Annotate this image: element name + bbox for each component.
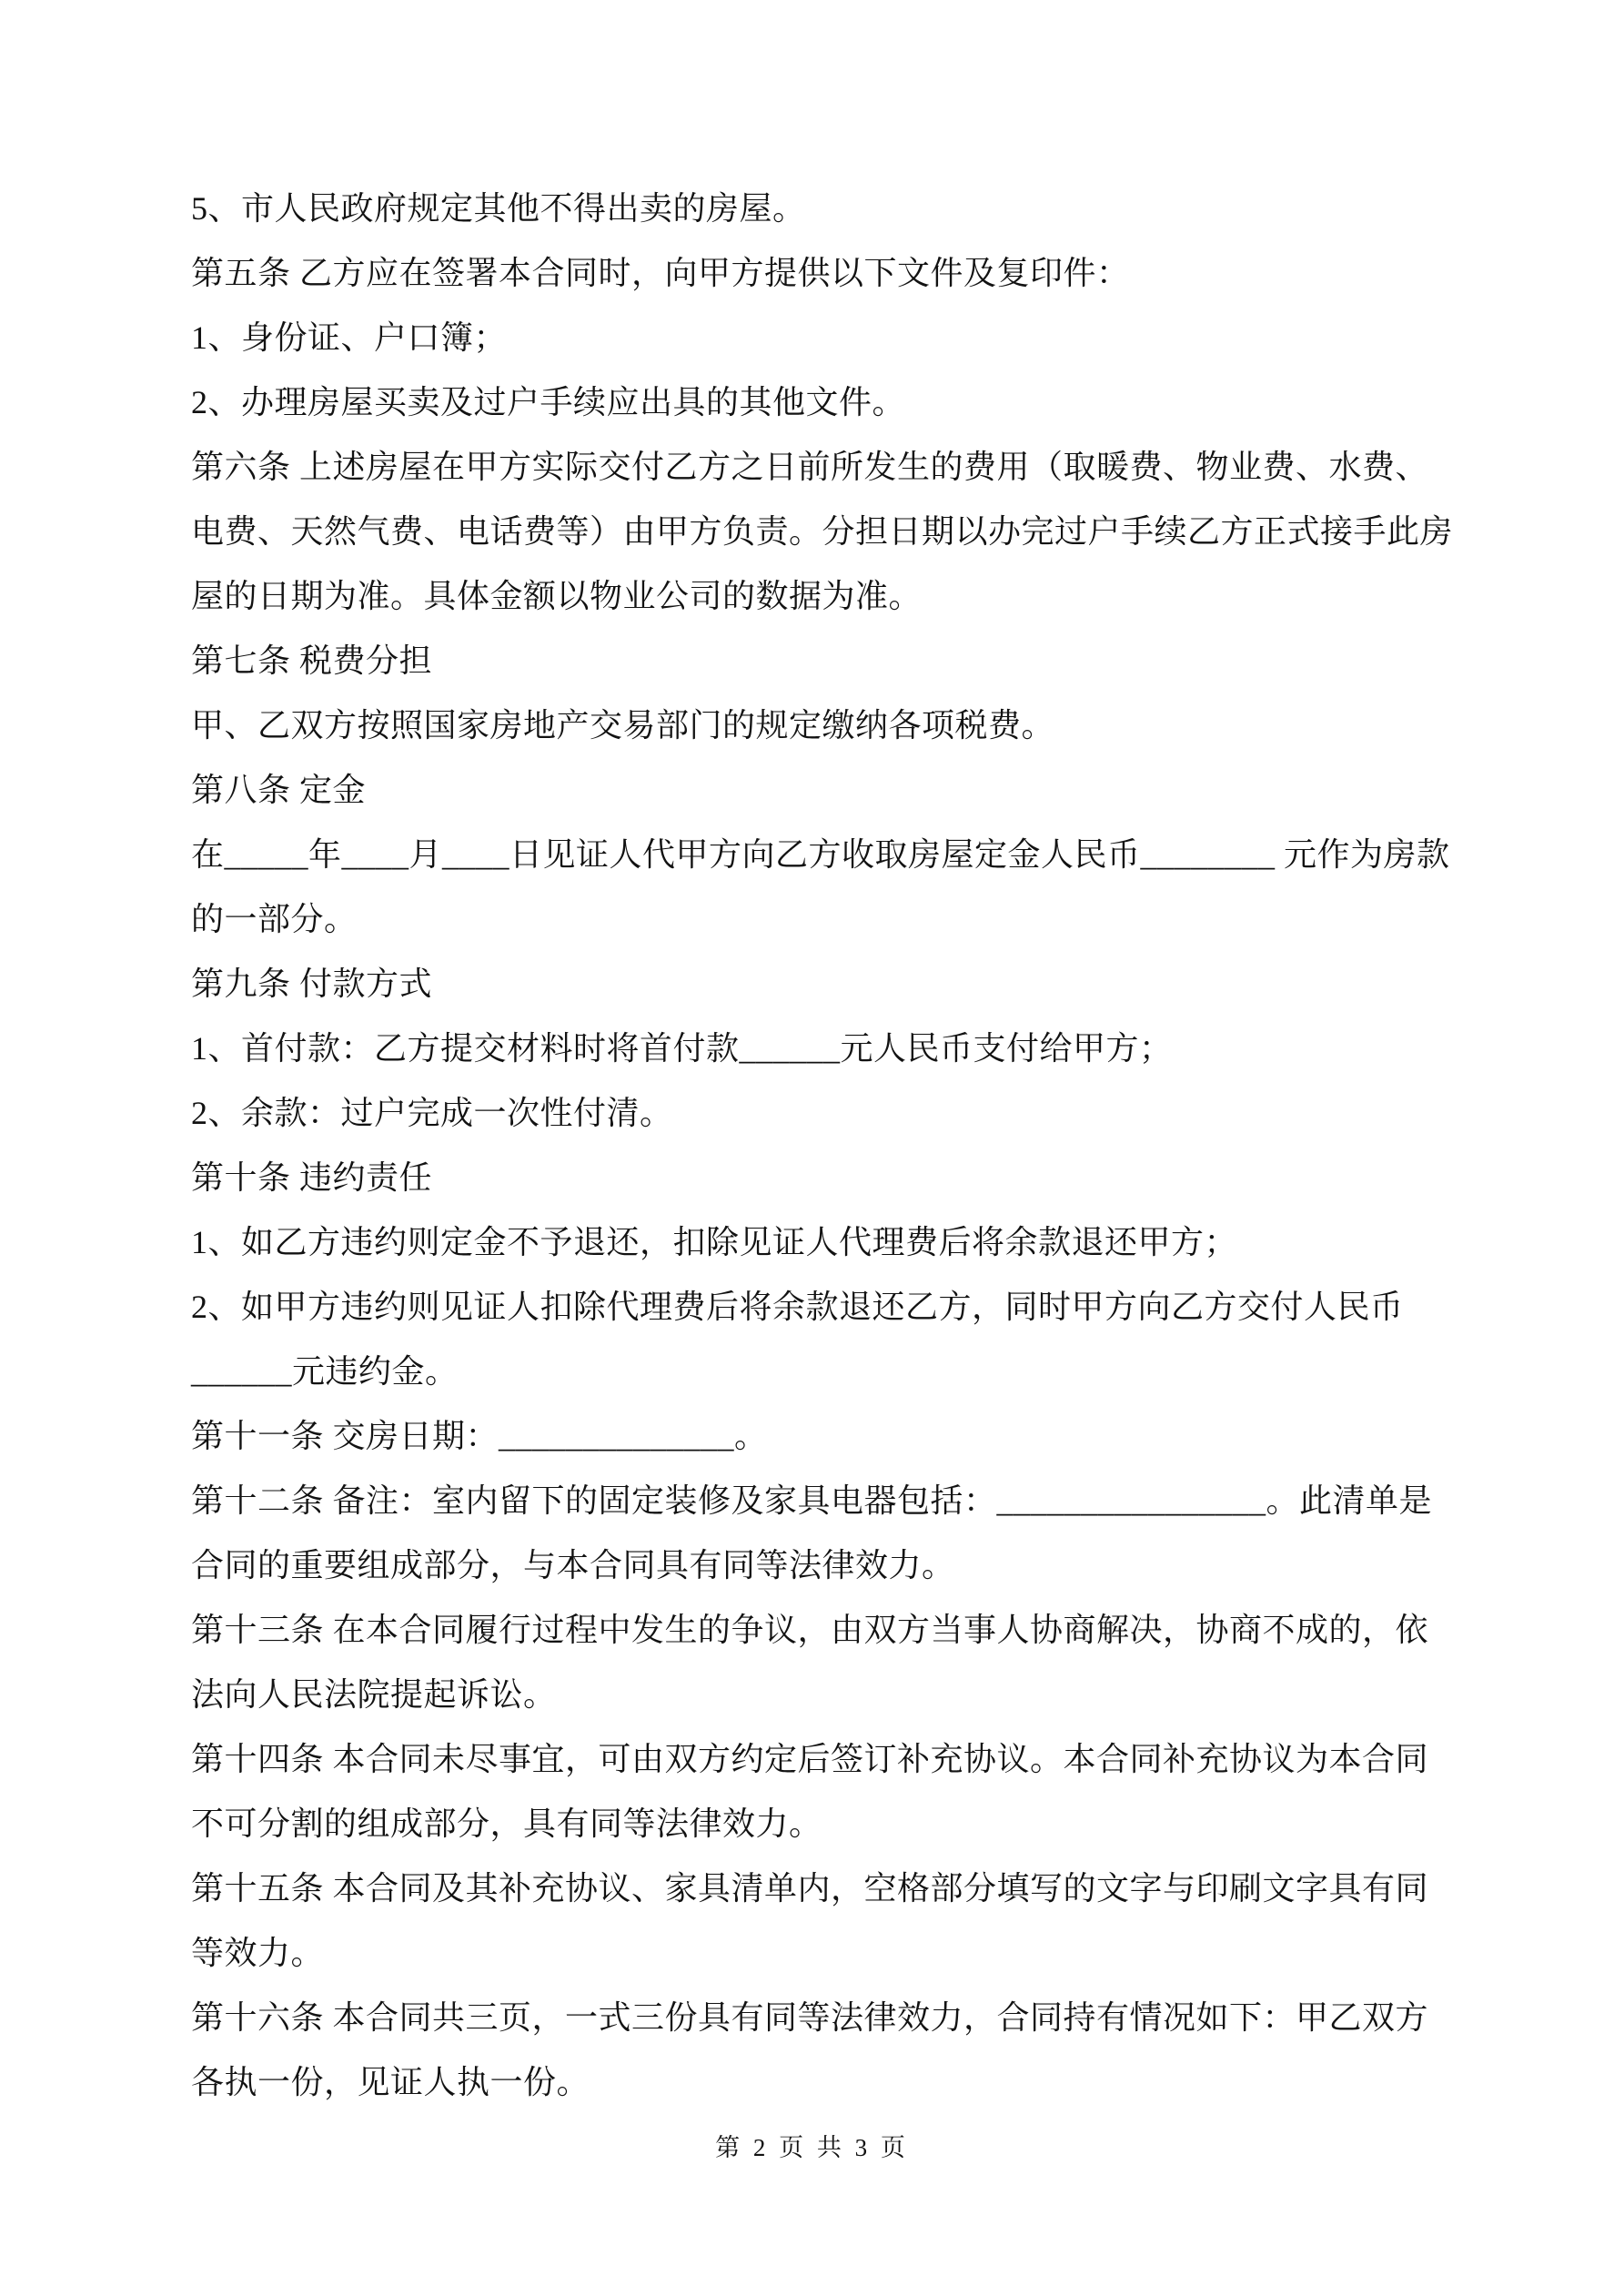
document-line: 2、如甲方违约则见证人扣除代理费后将余款退还乙方，同时甲方向乙方交付人民币 (191, 1289, 1404, 1325)
document-line: 法向人民法院提起诉讼。 (191, 1676, 557, 1713)
document-line-clause-10: 第十条 违约责任 (191, 1159, 433, 1196)
document-line: 屋的日期为准。具体金额以物业公司的数据为准。 (191, 578, 923, 614)
document-line: 2、余款：过户完成一次性付清。 (191, 1095, 673, 1131)
document-line-clause-12-inventory-blank: 第十二条 备注：室内留下的固定装修及家具电器包括：________________。此清单是 (191, 1482, 1433, 1519)
document-line-clause-11-handover-date-blank: 第十一条 交房日期：______________。 (191, 1418, 768, 1454)
document-line-clause-15: 第十五条 本合同及其补充协议、家具清单内，空格部分填写的文字与印刷文字具有同 (191, 1870, 1429, 1907)
document-line-clause-6: 第六条 上述房屋在甲方实际交付乙方之日前所发生的费用（取暖费、物业费、水费、 (191, 449, 1429, 485)
document-line: 1、身份证、户口簿； (191, 319, 508, 356)
document-line: 等效力。 (191, 1935, 325, 1971)
document-line: 1、如乙方违约则定金不予退还，扣除见证人代理费后将余款退还甲方； (191, 1224, 1238, 1260)
document-line-clause-16: 第十六条 本合同共三页，一式三份具有同等法律效力，合同持有情况如下：甲乙双方 (191, 1999, 1429, 2036)
document-line: 电费、天然气费、电话费等）由甲方负责。分担日期以办完过户手续乙方正式接手此房 (191, 513, 1454, 550)
contract-body (191, 177, 1454, 2115)
document-line-penalty-blank: ______元违约金。 (191, 1353, 459, 1390)
document-line-clause-8: 第八条 定金 (191, 772, 367, 808)
document-line-downpayment-blank: 1、首付款：乙方提交材料时将首付款______元人民币支付给甲方； (191, 1030, 1173, 1067)
document-line-clause-7: 第七条 税费分担 (191, 642, 433, 679)
document-line: 不可分割的组成部分，具有同等法律效力。 (191, 1805, 822, 1842)
document-line-clause-13: 第十三条 在本合同履行过程中发生的争议，由双方当事人协商解决，协商不成的，依 (191, 1612, 1429, 1648)
document-line-deposit-blanks: 在_____年____月____日见证人代甲方向乙方收取房屋定金人民币________ 元作为房款 (191, 836, 1450, 873)
document-line: 5、市人民政府规定其他不得出卖的房屋。 (191, 190, 806, 227)
document-line-clause-14: 第十四条 本合同未尽事宜，可由双方约定后签订补充协议。本合同补充协议为本合同 (191, 1741, 1429, 1777)
document-line: 合同的重要组成部分，与本合同具有同等法律效力。 (191, 1547, 955, 1583)
document-line: 甲、乙双方按照国家房地产交易部门的规定缴纳各项税费。 (191, 707, 1055, 743)
document-line: 2、办理房屋买卖及过户手续应出具的其他文件。 (191, 384, 906, 420)
document-line: 的一部分。 (191, 901, 358, 937)
page-number-footer: 第 2 页 共 3 页 (715, 2134, 909, 2161)
document-line-clause-9: 第九条 付款方式 (191, 966, 433, 1002)
document-line-clause-5: 第五条 乙方应在签署本合同时，向甲方提供以下文件及复印件： (191, 255, 1130, 291)
document-line: 各执一份，见证人执一份。 (191, 2064, 590, 2100)
